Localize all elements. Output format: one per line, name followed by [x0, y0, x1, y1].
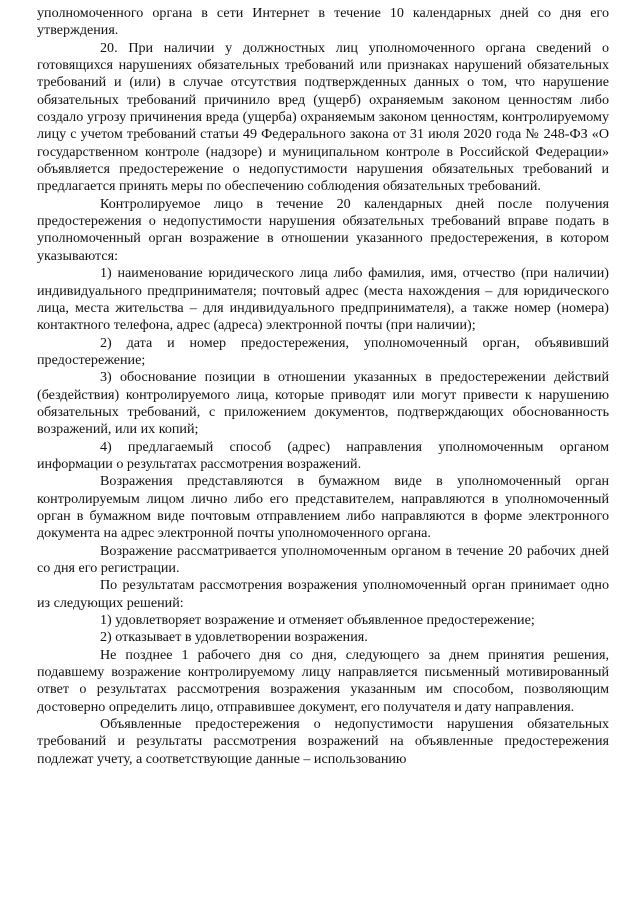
paragraph-response: Не позднее 1 рабочего дня со дня, следующего за днем принятия решения, подавшему возражение контролируемому лицу направляется письменный мотивированный ответ о результатах рассмотрения возражения указанным им способом, позволяющим достоверно определить лицо, отправившее документ, его получателя и дату направления.: [37, 646, 609, 715]
paragraph-continuation: уполномоченного органа в сети Интернет в течение 10 календарных дней со дня его утверждения.: [37, 5, 609, 39]
decision-item-1: 1) удовлетворяет возражение и отменяет объявленное предостережение;: [100, 612, 535, 629]
list-item-4: 4) предлагаемый способ (адрес) направления уполномоченным органом информации о результатах рассмотрения возражений.: [37, 438, 609, 472]
paragraph-accounting: Объявленные предостережения о недопустимости нарушения обязательных требований и результаты рассмотрения возражений на объявленные предостережения подлежат учету, а соответствующие данные – использованию: [37, 716, 609, 767]
paragraph-submission: Возражения представляются в бумажном виде в уполномоченный орган контролируемым лицом лично либо его представителем, направляются в уполномоченный орган в бумажном виде почтовым отправлением либо направляются в форме электронного документа на адрес электронной почты уполномоченного органа.: [37, 473, 609, 542]
paragraph-item-20: 20. При наличии у должностных лиц уполномоченного органа сведений о готовящихся нарушениях обязательных требований или признаках нарушений обязательных требований и (или) в случае отсутствия подтвержденных данных о том, что нарушение обязательных требований причинило вред (ущерб) охраняемым законом ценностям либо создало угрозу причинения вреда (ущерба) охраняемым законом ценностям, контролируемому лицу с учетом требований статьи 49 Федерального закона от 31 июля 2020 года № 248-ФЗ «О государственном контроле (надзоре) и муниципальном контроле в Российской Федерации» объявляется предостережение о недопустимости нарушения обязательных требований и предлагается принять меры по обеспечению соблюдения обязательных требований.: [37, 39, 609, 195]
paragraph-decisions: По результатам рассмотрения возражения уполномоченный орган принимает одно из следующих решений:: [37, 577, 609, 611]
paragraph-review-term: Возражение рассматривается уполномоченным органом в течение 20 рабочих дней со дня его регистрации.: [37, 542, 609, 576]
decision-item-2: 2) отказывает в удовлетворении возражения.: [100, 629, 368, 646]
list-item-2: 2) дата и номер предостережения, уполномоченный орган, объявивший предостережение;: [37, 334, 609, 368]
list-item-1: 1) наименование юридического лица либо фамилия, имя, отчество (при наличии) индивидуального предпринимателя; почтовый адрес (места нахождения – для юридического лица, места жительства – для индивидуального предпринимателя), а также номер (номера) контактного телефона, адрес (адреса) электронной почты (при наличии);: [37, 265, 609, 334]
list-item-3: 3) обоснование позиции в отношении указанных в предостережении действий (бездействия) контролируемого лица, которые приводят или могут привести к нарушению обязательных требований, с приложением документов, подтверждающих обоснованность возражений, или их копий;: [37, 369, 609, 438]
paragraph-objection-right: Контролируемое лицо в течение 20 календарных дней после получения предостережения о недопустимости нарушения обязательных требований вправе подать в уполномоченный орган возражение в отношении указанного предостережения, в котором указываются:: [37, 195, 609, 264]
